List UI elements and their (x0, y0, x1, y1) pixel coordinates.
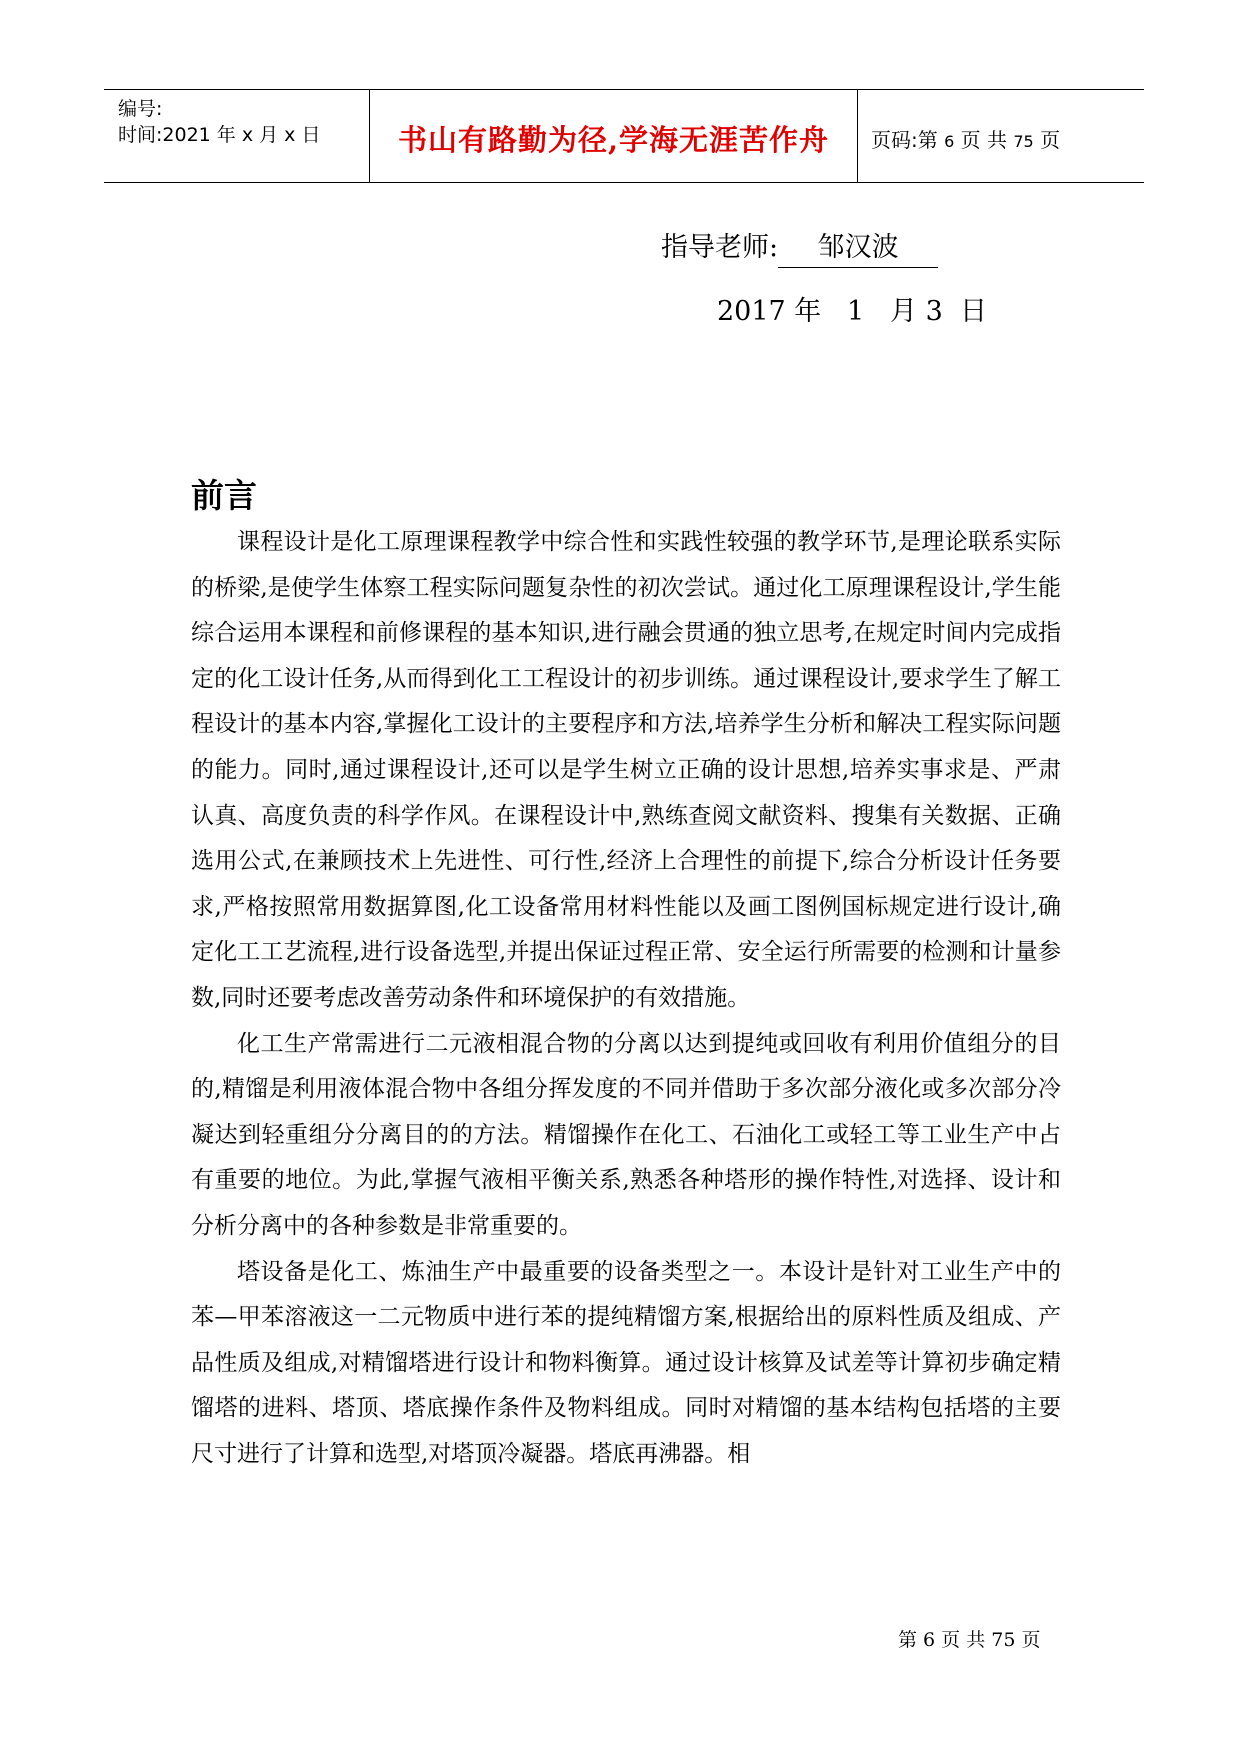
section-title: 前言 (191, 476, 257, 515)
paragraph-1: 课程设计是化工原理课程教学中综合性和实践性较强的教学环节,是理论联系实际的桥梁,是使学生体察工程实际问题复杂性的初次尝试。通过化工原理课程设计,学生能综合运用本课程和前修课程的基本知识,进行融会贯通的独立思考,在规定时间内完成指定的化工设计任务,从而得到化工工程设计的初步训练。通过课程设计,要求学生了解工程设计的基本内容,掌握化工设计的主要程序和方法,培养学生分析和解决工程实际问题的能力。同时,通过课程设计,还可以是学生树立正确的设计思想,培养实事求是、严肃认真、高度负责的科学作风。在课程设计中,熟练查阅文献资料、搜集有关数据、正确选用公式,在兼顾技术上先进性、可行性,经济上合理性的前提下,综合分析设计任务要求,严格按照常用数据算图,化工设备常用材料性能以及画工图例国标规定进行设计,确定化工工艺流程,进行设备选型,并提出保证过程正常、安全运行所需要的检测和计量参数,同时还要考虑改善劳动条件和环境保护的有效措施。 (191, 529, 1061, 1011)
page-prefix: 页码:第 (871, 128, 938, 152)
header-meta-cell (104, 90, 369, 182)
header-motto-cell (369, 90, 858, 182)
supervisor-line (661, 225, 938, 268)
date-day-unit: 日 (959, 296, 987, 327)
page-suffix: 页 (1040, 128, 1061, 152)
header-page-code (871, 124, 1060, 153)
page-number: 6 (944, 132, 955, 151)
header-page-cell (857, 90, 1144, 182)
date-month-unit: 月 (889, 296, 917, 327)
document-header (104, 89, 1144, 183)
supervisor-label: 指导老师: (661, 232, 779, 263)
body-text (191, 520, 1061, 1477)
document-time-label: 时间:2021 年 x 月 x 日 (118, 124, 321, 146)
date-year: 2017 年 (717, 296, 822, 327)
date-month: 1 (847, 296, 865, 327)
date-line (717, 289, 987, 328)
paragraph-3: 塔设备是化工、炼油生产中最重要的设备类型之一。本设计是针对工业生产中的苯—甲苯溶液这一二元物质中进行苯的提纯精馏方案,根据给出的原料性质及组成、产品性质及组成,对精馏塔进行设计和物料衡算。通过设计核算及试差等计算初步确定精馏塔的进料、塔顶、塔底操作条件及物料组成。同时对精馏的基本结构包括塔的主要尺寸进行了计算和选型,对塔顶冷凝器。塔底再沸器。相 (191, 1258, 1061, 1467)
supervisor-name: 邹汉波 (778, 225, 938, 268)
page-mid: 页 共 (960, 128, 1008, 152)
document-number-label: 编号: (118, 98, 163, 120)
date-day: 3 (925, 296, 943, 327)
page-footer: 第 6 页 共 75 页 (898, 1629, 1041, 1651)
page-total: 75 (1013, 132, 1034, 151)
paragraph-2: 化工生产常需进行二元液相混合物的分离以达到提纯或回收有利用价值组分的目的,精馏是利用液体混合物中各组分挥发度的不同并借助于多次部分液化或多次部分冷凝达到轻重组分分离目的的方法。精馏操作在化工、石油化工或轻工等工业生产中占有重要的地位。为此,掌握气液相平衡关系,熟悉各种塔形的操作特性,对选择、设计和分析分离中的各种参数是非常重要的。 (191, 1030, 1061, 1239)
motto-text: 书山有路勤为径,学海无涯苦作舟 (397, 123, 830, 157)
